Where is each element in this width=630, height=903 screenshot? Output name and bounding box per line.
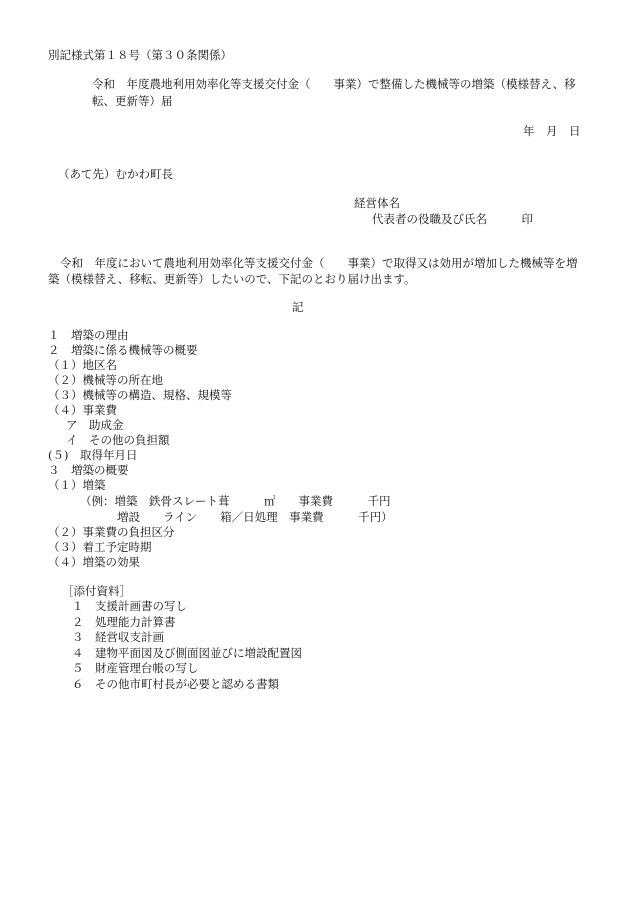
item-2-2: （２）機械等の所在地 <box>48 373 163 387</box>
body-line-2: 築（模様替え、移転、更新等）したいので、下記のとおり届け出ます。 <box>48 272 416 286</box>
date-field: 年 月 日 <box>523 124 581 138</box>
form-number: 別記様式第１８号（第３０条関係） <box>48 48 232 62</box>
item-3-1: （１）増築 <box>48 478 106 492</box>
item-2-4-a: ア 助成金 <box>66 418 124 432</box>
attachment-item: ５ 財産管理台帳の写し <box>72 661 199 675</box>
addressee: （あて先）むかわ町長 <box>58 167 173 181</box>
entity-name-label: 経営体名 <box>354 196 400 210</box>
attachment-item: １ 支援計画書の写し <box>72 599 187 613</box>
body-line-1: 令和 年度において農地利用効率化等支援交付金（ 事業）で取得又は効用が増加した機械等を増 <box>60 256 578 270</box>
item-3-4: （４）増築の効果 <box>48 555 140 569</box>
attachments-heading: ［添付資料］ <box>62 584 131 598</box>
item-3-3: （３）着工予定時期 <box>48 540 152 554</box>
example-line-2: 増設 ライン 箱／日処理 事業費 千円） <box>117 510 393 524</box>
item-3: ３ 増築の概要 <box>48 463 129 477</box>
item-2-4-b: イ その他の負担額 <box>66 433 170 447</box>
attachment-item: ６ その他市町村長が必要と認める書類 <box>72 677 279 691</box>
representative-label: 代表者の役職及び氏名 印 <box>372 212 533 226</box>
item-2-4: （４）事業費 <box>48 403 117 417</box>
ki-heading: 記 <box>292 300 304 314</box>
example-line-1: （例：増築 鉄骨スレート葺 ㎡ 事業費 千円 <box>80 494 391 508</box>
title-line-1: 令和 年度農地利用効率化等支援交付金（ 事業）で整備した機械等の増築（模様替え、移 <box>92 77 576 91</box>
attachment-item: ２ 処理能力計算書 <box>72 615 176 629</box>
item-2-1: （１）地区名 <box>48 358 117 372</box>
item-1: １ 増築の理由 <box>48 328 129 342</box>
item-2-5: (５) 取得年月日 <box>48 448 138 462</box>
item-3-2: （２）事業費の負担区分 <box>48 525 175 539</box>
attachment-item: ４ 建物平面図及び側面図並びに増設配置図 <box>72 646 302 660</box>
item-2: ２ 増築に係る機械等の概要 <box>48 343 198 357</box>
title-line-2: 転、更新等）届 <box>92 94 173 108</box>
attachment-item: ３ 経営収支計画 <box>72 630 164 644</box>
item-2-3: （３）機械等の構造、規格、規模等 <box>48 388 232 402</box>
